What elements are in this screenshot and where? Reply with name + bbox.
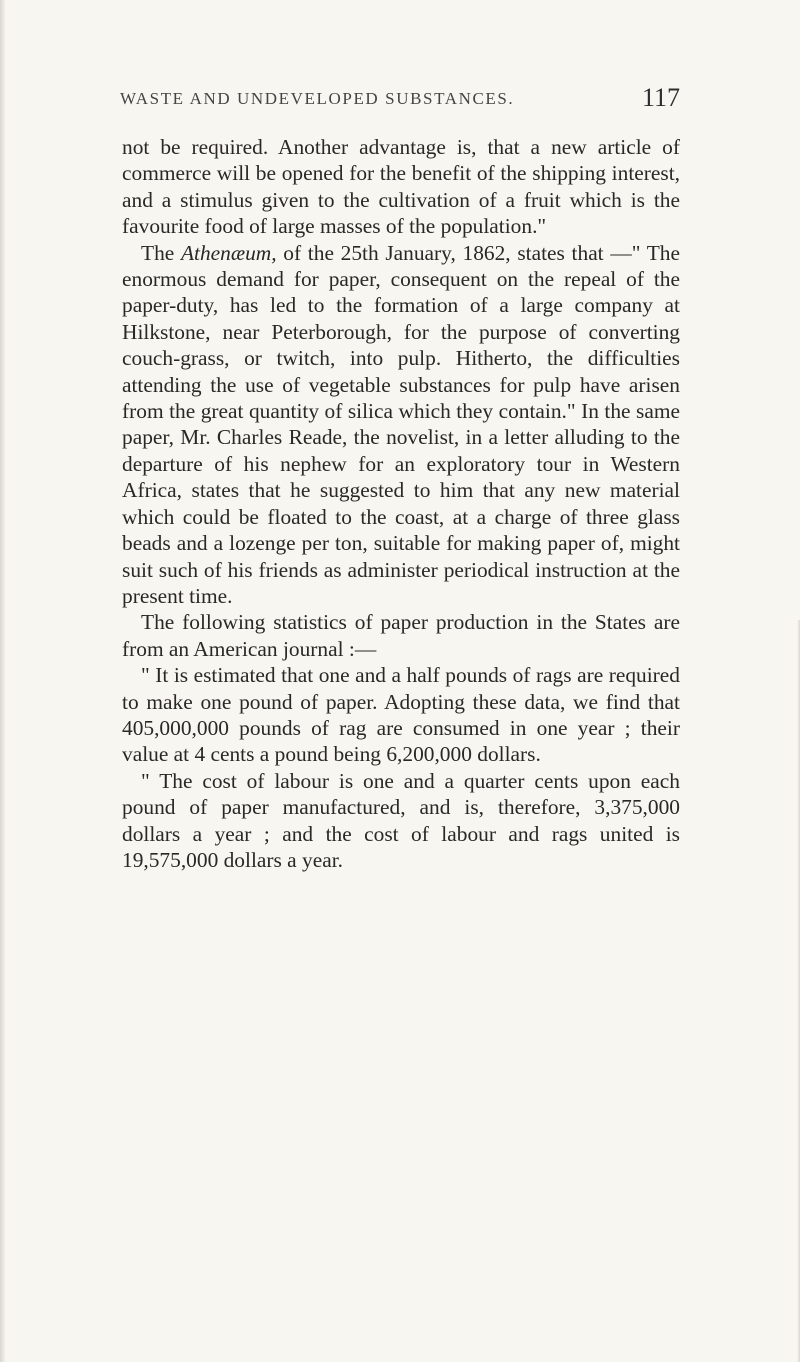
paragraph-rags-quote: " It is estimated that one and a half pounds of rags are required to make one pound of paper. Adopting these data, we find that 405,000,000 pounds of rag are consumed in one year ; their value at 4 cents a pound being 6,200,000 dollars. — [122, 663, 680, 767]
running-title: WASTE AND UNDEVELOPED SUBSTANCES. — [120, 89, 515, 108]
paragraph-continuation: not be required. Another advantage is, that a new article of commerce will be opened for the benefit of the shipping interest, and a stimulus given to the cultivation of a fruit which is the favourite food of large masses of the population." — [122, 135, 680, 239]
page-number: 117 — [641, 83, 680, 112]
running-header — [120, 83, 680, 119]
paragraph-prefix: The — [141, 240, 181, 265]
page-gutter-shadow — [0, 0, 6, 1362]
paragraph-labour-quote: " The cost of labour is one and a quarter cents upon each pound of paper manufactured, and is, therefore, 3,375,000 dollars a year ; and the cost of labour and rags united is 19,575,000 dollars a year. — [122, 768, 680, 872]
paragraph-statistics-intro: The following statistics of paper production in the States are from an American journal :— — [122, 610, 680, 661]
paragraph-body: of the 25th January, 1862, states that —" The enormous demand for paper, consequent on the repeal of the paper-duty, has led to the formation of a large company at Hilkstone, near Peterborough, for the purpose of converting couch-grass, or twitch, into pulp. Hitherto, the difficulties attending the use of vegetable substances for pulp have arisen from the great quantity of silica which they contain." In the same paper, Mr. Charles Reade, the novelist, in a letter alluding to the departure of his nephew for an exploratory tour in Western Africa, states that he suggested to him that any new material which could be floated to the coast, at a charge of three glass beads and a lozenge per ton, suitable for making paper of, might suit such of his friends as administer periodical instruction at the present time. — [122, 240, 680, 608]
publication-title: Athenæum, — [180, 240, 277, 265]
body-text — [122, 134, 680, 873]
paragraph-athenaeum — [122, 240, 680, 610]
